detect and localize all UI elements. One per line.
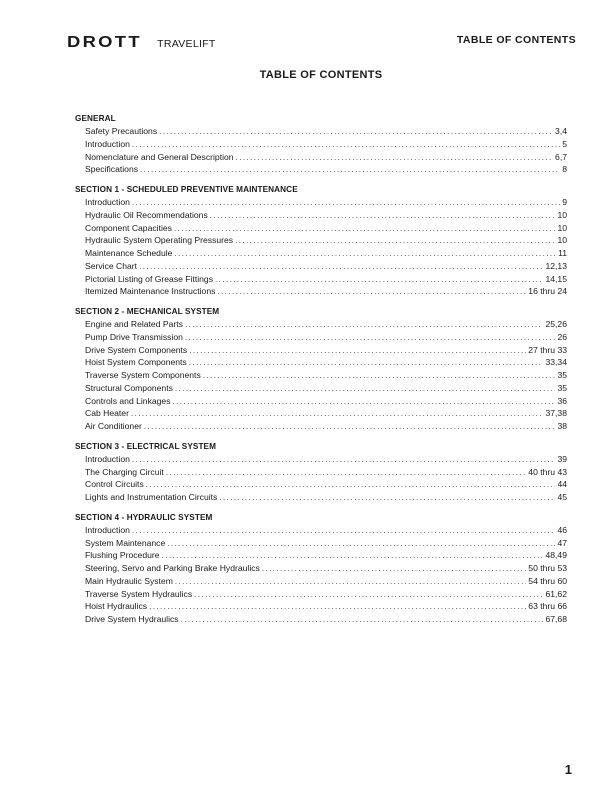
entry-label: Traverse System Hydraulics	[85, 588, 193, 599]
dot-leader	[174, 248, 556, 261]
entry-page-number: 6,7	[555, 151, 567, 162]
entry-page-number: 10	[557, 209, 567, 220]
entry-page-number: 38	[557, 421, 567, 431]
entry-page-number: 10	[557, 222, 567, 233]
entry-page-number: 36	[557, 395, 567, 406]
dot-leader	[210, 210, 556, 223]
entry-label: Cab Heater	[85, 408, 129, 419]
entry-label: The Charging Circuit	[85, 466, 164, 477]
dot-leader	[219, 492, 555, 505]
entry-page-number: 40 thru 43	[528, 466, 567, 477]
dot-leader	[215, 274, 543, 287]
dot-leader	[235, 235, 555, 248]
toc-entry[interactable]	[85, 420, 567, 433]
toc-entry[interactable]	[85, 549, 567, 562]
dot-leader	[185, 332, 556, 345]
entry-label: Structural Components	[85, 382, 173, 393]
entry-label: System Maintenance	[85, 537, 166, 548]
section-heading: SECTION 2 - MECHANICAL SYSTEM	[75, 307, 220, 316]
toc-entry[interactable]	[85, 356, 567, 369]
dot-leader	[132, 454, 556, 467]
entry-label: Nomenclature and General Description	[85, 151, 234, 162]
entry-page-number: 45	[557, 492, 567, 502]
entry-label: Itemized Maintenance Instructions	[85, 286, 216, 297]
entry-page-number: 5	[562, 138, 567, 149]
toc-section	[75, 441, 567, 504]
toc-entry[interactable]	[85, 382, 567, 395]
entry-page-number: 37,38	[545, 408, 567, 419]
toc-entry[interactable]	[85, 369, 567, 382]
entry-label: Component Capacities	[85, 222, 172, 233]
dot-leader	[181, 614, 544, 627]
entry-page-number: 10	[557, 235, 567, 246]
dot-leader	[189, 345, 526, 358]
toc-entry[interactable]	[85, 163, 567, 176]
dot-leader	[173, 396, 556, 409]
toc-entry[interactable]	[85, 562, 567, 575]
toc-entry[interactable]	[85, 466, 567, 479]
dot-leader	[132, 525, 556, 538]
entry-label: Traverse System Components	[85, 370, 201, 380]
entry-label: Hydraulic Oil Recommendations	[85, 209, 208, 220]
toc-entry[interactable]	[85, 234, 567, 247]
toc-entry[interactable]	[85, 260, 567, 273]
entry-label: Hoist System Components	[85, 357, 187, 368]
entry-page-number: 48,49	[545, 550, 567, 561]
entry-label: Flushing Procedure	[85, 550, 160, 561]
dot-leader	[236, 152, 553, 165]
toc-entry[interactable]	[85, 125, 567, 138]
dot-leader	[144, 421, 556, 434]
entry-label: Specifications	[85, 164, 139, 175]
entry-page-number: 63 thru 66	[528, 601, 567, 612]
entry-page-number: 46	[557, 524, 567, 535]
toc-entry[interactable]	[85, 151, 567, 164]
entry-page-number: 16 thru 24	[528, 286, 567, 297]
entry-label: Service Chart	[85, 260, 138, 271]
entry-page-number: 26	[557, 331, 567, 342]
toc-entry[interactable]	[85, 491, 567, 504]
toc-entry[interactable]	[85, 222, 567, 235]
toc-entry[interactable]	[85, 247, 567, 260]
entry-page-number: 8	[562, 164, 567, 175]
section-heading: SECTION 1 - SCHEDULED PREVENTIVE MAINTENANCE	[75, 185, 298, 194]
entry-page-number: 35	[557, 370, 567, 380]
entry-label: Drive System Hydraulics	[85, 614, 179, 624]
entry-page-number: 11	[558, 248, 567, 258]
entry-page-number: 25,26	[545, 319, 567, 329]
toc-entry[interactable]	[85, 478, 567, 491]
entry-page-number: 27 thru 33	[528, 344, 567, 355]
brand-logo: DROTT	[67, 34, 142, 51]
dot-leader	[185, 319, 544, 332]
entry-page-number: 3,4	[555, 126, 567, 136]
toc-section	[75, 184, 567, 298]
toc-entry[interactable]	[85, 575, 567, 588]
entry-label: Pictorial Listing of Grease Fittings	[85, 273, 214, 284]
toc-entry[interactable]	[85, 407, 567, 420]
product-name: TRAVELIFT	[157, 38, 216, 50]
dot-leader	[189, 357, 544, 370]
toc-entry[interactable]	[85, 138, 567, 151]
entry-label: Introduction	[85, 524, 130, 535]
toc-section	[75, 306, 567, 433]
dot-leader	[175, 576, 526, 589]
entry-label: Introduction	[85, 197, 130, 207]
toc-entry[interactable]	[85, 613, 567, 626]
entry-label: Pump Drive Transmission	[85, 331, 183, 342]
table-of-contents	[75, 113, 567, 634]
entry-label: Engine and Related Parts	[85, 319, 183, 329]
entry-label: Maintenance Schedule	[85, 248, 173, 258]
entry-label: Control Circuits	[85, 479, 144, 490]
entry-label: Main Hydraulic System	[85, 575, 173, 586]
toc-entry[interactable]	[85, 196, 567, 209]
entry-label: Air Conditioner	[85, 421, 142, 431]
page-title: TABLE OF CONTENTS	[259, 69, 383, 81]
toc-entry[interactable]	[85, 344, 567, 357]
entry-label: Drive System Components	[85, 344, 188, 355]
entry-label: Hydraulic System Operating Pressures	[85, 235, 234, 246]
entry-label: Introduction	[85, 138, 130, 149]
toc-entry[interactable]	[85, 209, 567, 222]
entry-page-number: 67,68	[545, 614, 567, 624]
entry-page-number: 50 thru 53	[528, 563, 567, 573]
dot-leader	[217, 286, 526, 299]
entry-label: Steering, Servo and Parking Brake Hydraulics	[85, 563, 260, 573]
dot-leader	[167, 538, 555, 551]
header-brand	[67, 34, 216, 52]
toc-entry[interactable]	[85, 318, 567, 331]
entry-label: Controls and Linkages	[85, 395, 171, 406]
toc-entry[interactable]	[85, 273, 567, 286]
toc-section	[75, 113, 567, 176]
toc-entry[interactable]	[85, 395, 567, 408]
toc-entry[interactable]	[85, 453, 567, 466]
running-header: TABLE OF CONTENTS	[456, 34, 576, 46]
entry-page-number: 35	[557, 382, 567, 393]
dot-leader	[140, 164, 560, 177]
entry-page-number: 61,62	[545, 588, 567, 599]
section-heading: GENERAL	[75, 114, 116, 123]
page-number: 1	[564, 762, 572, 777]
toc-entry[interactable]	[85, 331, 567, 344]
entry-page-number: 39	[557, 453, 567, 464]
dot-leader	[262, 563, 526, 576]
dot-leader	[203, 370, 556, 383]
entry-label: Hoist Hydraulics	[85, 601, 148, 612]
section-heading: SECTION 4 - HYDRAULIC SYSTEM	[75, 512, 213, 522]
dot-leader	[131, 408, 544, 421]
entry-page-number: 44	[557, 479, 567, 490]
dot-leader	[166, 467, 526, 480]
dot-leader	[149, 601, 526, 614]
entry-page-number: 33,34	[545, 357, 567, 368]
entry-label: Lights and Instrumentation Circuits	[85, 492, 218, 502]
section-heading: SECTION 3 - ELECTRICAL SYSTEM	[75, 441, 217, 451]
entry-page-number: 47	[557, 537, 567, 548]
entry-label: Introduction	[85, 453, 130, 464]
toc-entry[interactable]	[85, 588, 567, 601]
toc-entry[interactable]	[85, 537, 567, 550]
entry-page-number: 12,13	[545, 260, 567, 271]
toc-section	[75, 512, 567, 626]
toc-entry[interactable]	[85, 600, 567, 613]
dot-leader	[175, 383, 556, 396]
entry-page-number: 9	[562, 197, 567, 207]
entry-page-number: 14,15	[545, 273, 567, 284]
toc-entry[interactable]	[85, 524, 567, 537]
dot-leader	[194, 589, 543, 602]
toc-entry[interactable]	[85, 285, 567, 298]
entry-label: Safety Precautions	[85, 126, 158, 136]
entry-page-number: 54 thru 60	[528, 575, 567, 586]
dot-leader	[159, 126, 553, 139]
